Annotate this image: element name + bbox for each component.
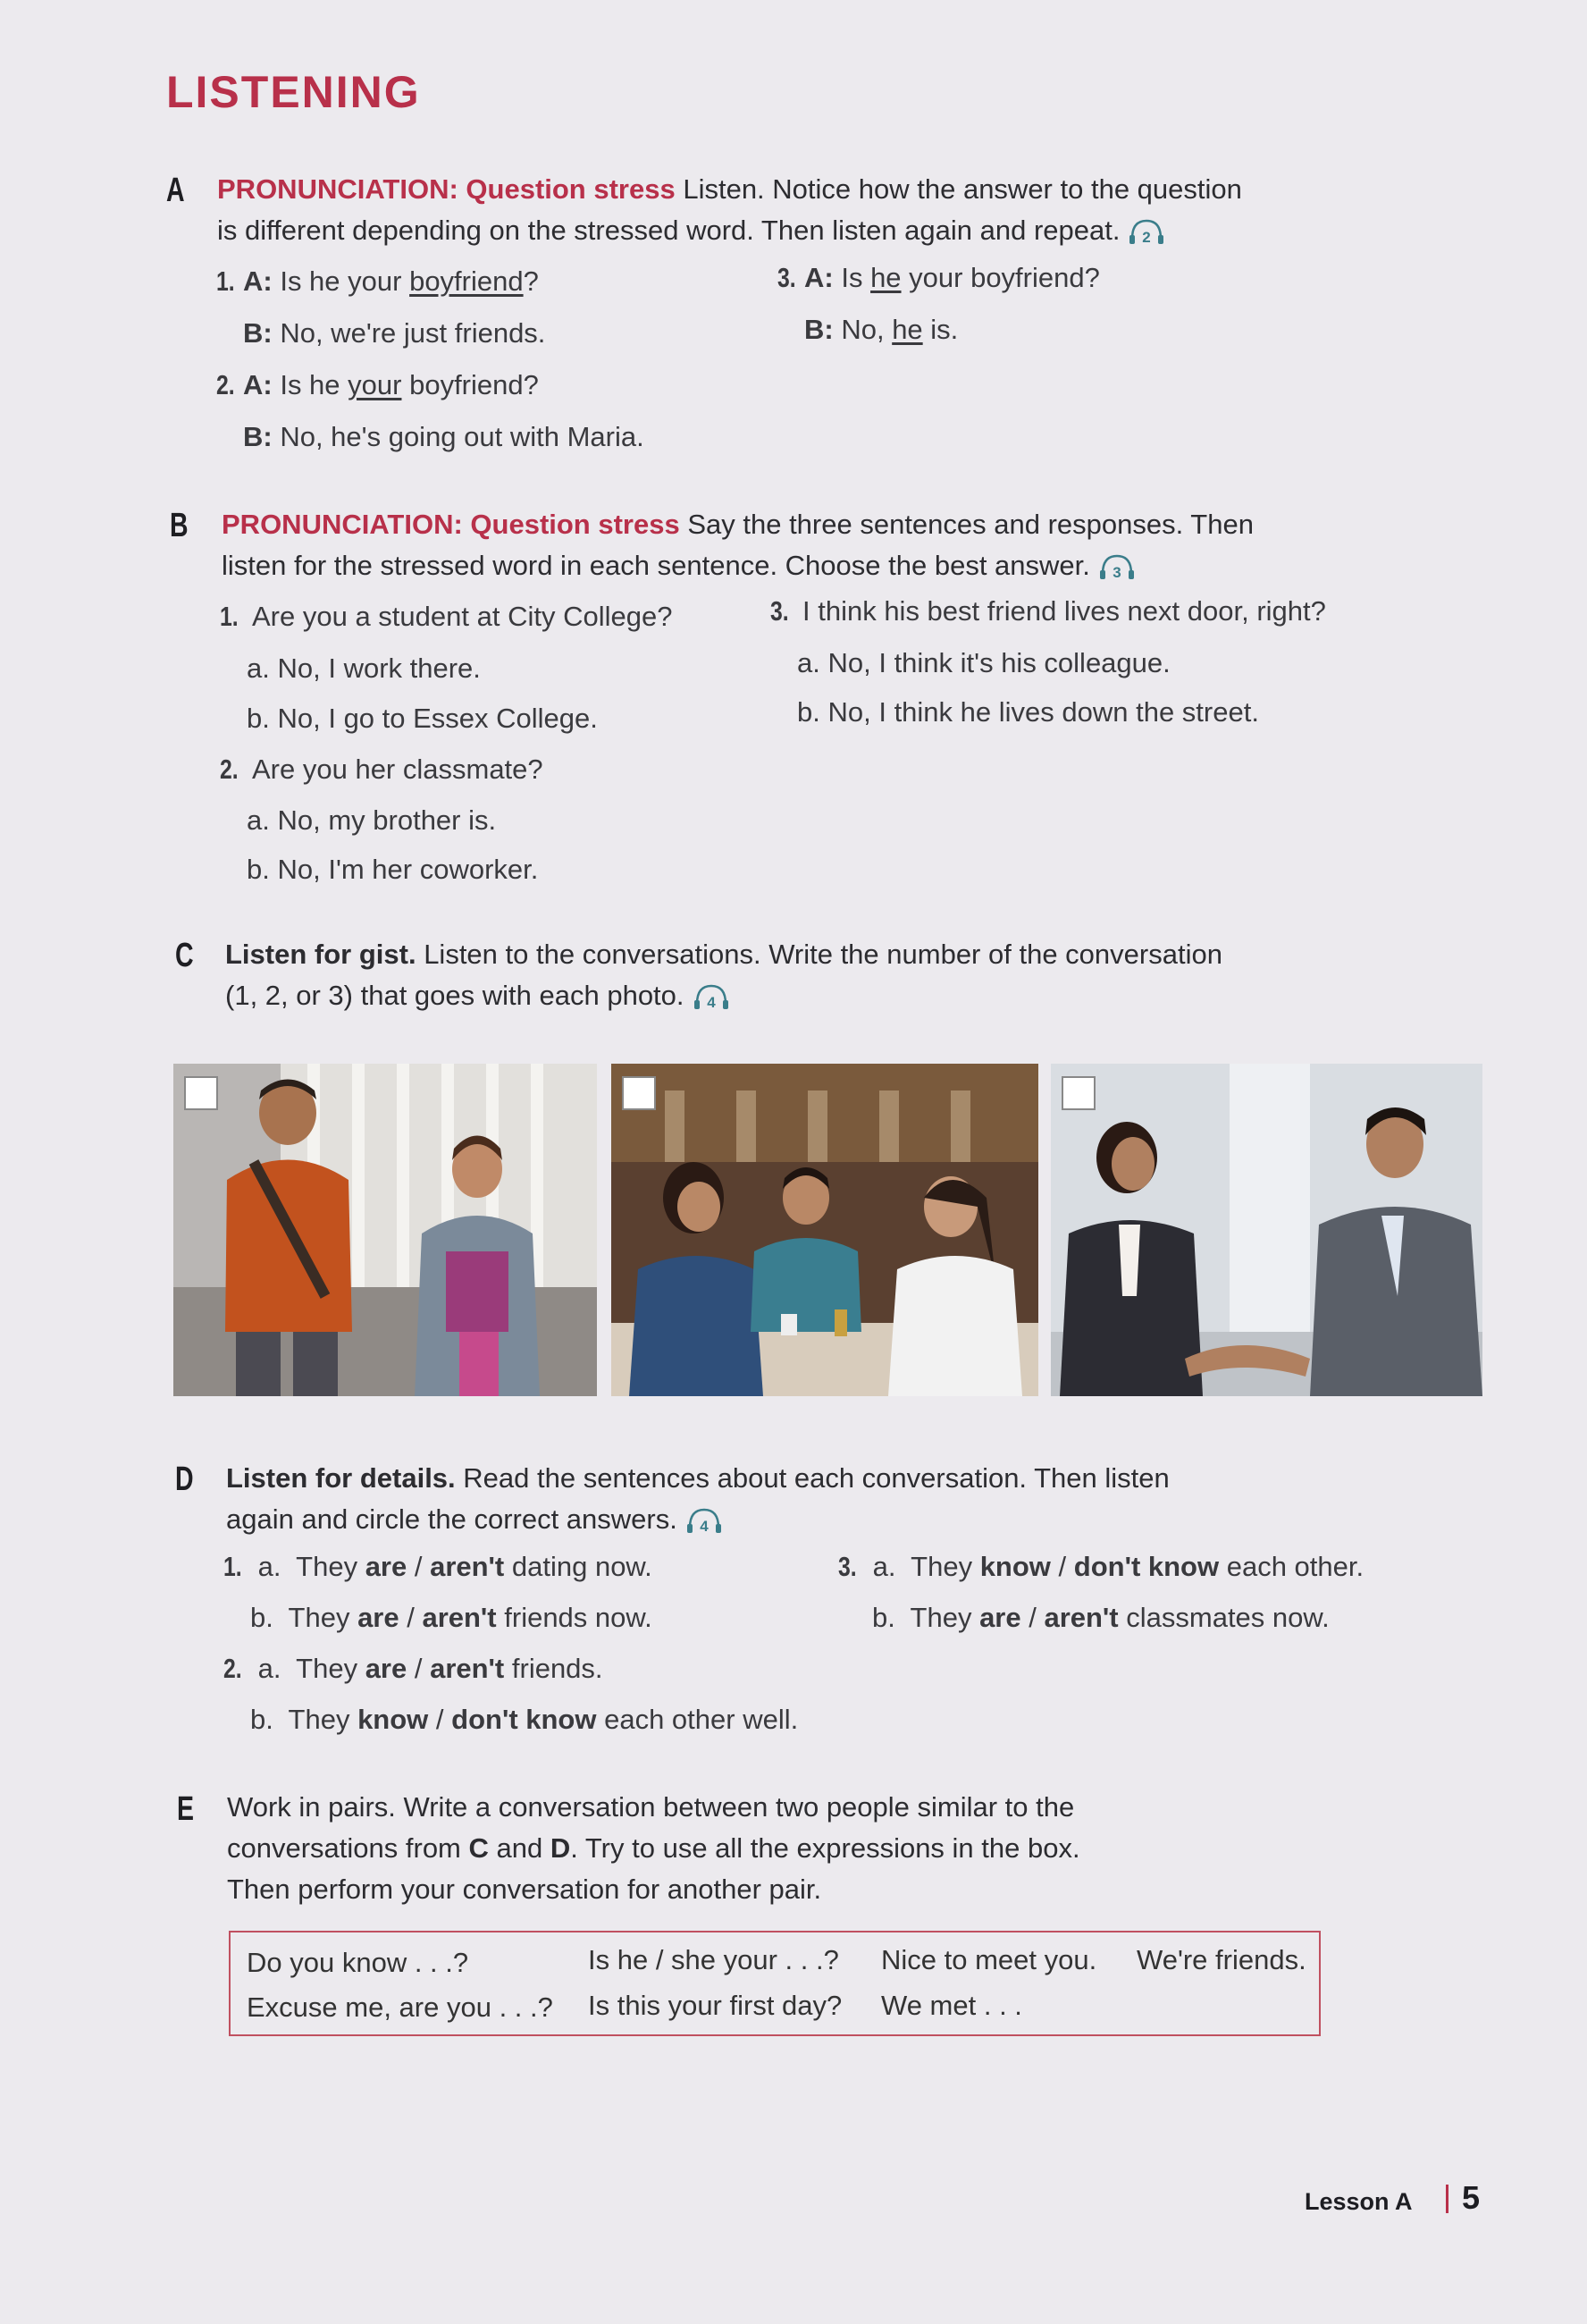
section-ref: C [468, 1832, 489, 1864]
circle-choice[interactable]: aren't [430, 1551, 505, 1582]
section-a-line2: is different depending on the stressed word. Then listen again and repeat. [217, 215, 1121, 246]
slash: / [407, 1551, 431, 1582]
circle-choice[interactable]: are [365, 1551, 407, 1582]
sentence-text: They [296, 1653, 365, 1684]
line-text: Is he [272, 369, 348, 400]
question-text: I think his best friend lives next door, right? [802, 595, 1326, 627]
section-c-heading: Listen for gist. [225, 939, 416, 970]
option-letter: a. [247, 804, 270, 836]
section-b-item-2-option-b[interactable] [247, 852, 538, 888]
circle-choice[interactable]: know [979, 1551, 1051, 1582]
option-letter: b. [250, 1704, 273, 1735]
stressed-word: your [348, 369, 402, 400]
sentence-text: They [288, 1704, 358, 1735]
answer-checkbox[interactable] [184, 1076, 218, 1110]
section-c-line2: (1, 2, or 3) that goes with each photo. [225, 980, 684, 1011]
section-e-line2: . Try to use all the expressions in the box. [570, 1832, 1080, 1864]
option-letter: b. [797, 696, 820, 728]
sentence-text: friends now. [496, 1602, 652, 1633]
item-number: 1. [223, 1551, 242, 1582]
section-d-instructions [226, 1458, 1170, 1540]
speaker-label: B: [804, 314, 834, 345]
section-a-letter: A [166, 172, 185, 209]
option-letter: b. [872, 1602, 895, 1633]
circle-choice[interactable]: are [979, 1602, 1021, 1633]
section-d-item-1-b [250, 1600, 652, 1636]
section-ref: D [550, 1832, 571, 1864]
section-d-item-3-a [838, 1549, 1364, 1585]
section-b-line2: listen for the stressed word in each sentence. Choose the best answer. [222, 550, 1090, 581]
audio-track-icon[interactable] [1127, 217, 1166, 248]
section-d-letter: D [175, 1461, 194, 1498]
page-title: LISTENING [166, 67, 421, 117]
audio-track-icon[interactable] [684, 1506, 724, 1537]
section-a-item-3-b [804, 312, 958, 348]
expression: We met . . . [881, 1990, 1022, 2021]
section-b-item-1-option-b[interactable] [247, 701, 598, 737]
expression: Do you know . . .? [247, 1947, 469, 1978]
sentence-text: friends. [504, 1653, 603, 1684]
item-number: 2. [216, 369, 235, 400]
expression: We're friends. [1137, 1944, 1306, 1975]
circle-choice[interactable]: aren't [422, 1602, 497, 1633]
option-letter: b. [247, 703, 270, 734]
section-c-line1: Listen to the conversations. Write the number of the conversation [416, 939, 1222, 970]
sentence-text: classmates now. [1118, 1602, 1330, 1633]
section-b-item-2-question [220, 752, 543, 787]
option-letter: a. [257, 1551, 281, 1582]
section-b-item-1-question [220, 599, 672, 635]
sentence-text: They [910, 1602, 980, 1633]
expression: Is this your first day? [588, 1990, 843, 2021]
item-number: 1. [220, 601, 239, 632]
section-d-line1: Read the sentences about each conversation. Then listen [455, 1462, 1170, 1494]
stressed-word: boyfriend [409, 265, 524, 297]
audio-track-number: 4 [700, 1517, 709, 1535]
answer-checkbox[interactable] [1062, 1076, 1096, 1110]
section-e-line2: and [488, 1832, 550, 1864]
stressed-word: he [870, 262, 902, 293]
sentence-text: each other. [1219, 1551, 1364, 1582]
section-a-item-2-b [243, 419, 644, 455]
circle-choice[interactable]: don't know [1073, 1551, 1220, 1582]
audio-track-icon[interactable] [692, 982, 731, 1013]
circle-choice[interactable]: don't know [451, 1704, 597, 1735]
photo-students-walking [173, 1064, 597, 1396]
section-e-line1: Work in pairs. Write a conversation between two people similar to the [227, 1791, 1075, 1823]
question-text: Are you a student at City College? [252, 601, 673, 632]
section-a-item-2-a [216, 367, 539, 403]
line-text: No, he's going out with Maria. [272, 421, 644, 452]
section-e-line2: conversations from [227, 1832, 469, 1864]
question-text: Are you her classmate? [252, 754, 543, 785]
line-text: No, [833, 314, 893, 345]
option-text: No, I work there. [277, 653, 481, 684]
option-letter: a. [797, 647, 820, 678]
speaker-label: A: [243, 369, 273, 400]
line-text: No, we're just friends. [272, 317, 546, 349]
option-letter: a. [872, 1551, 896, 1582]
speaker-label: B: [243, 421, 273, 452]
item-number: 3. [777, 262, 796, 293]
audio-track-number: 2 [1142, 228, 1152, 246]
section-b-item-1-option-a[interactable] [247, 651, 481, 686]
section-a-line1: Listen. Notice how the answer to the question [675, 173, 1242, 205]
section-e-instructions [227, 1787, 1080, 1910]
line-text: your boyfriend? [901, 262, 1100, 293]
circle-choice[interactable]: aren't [1044, 1602, 1119, 1633]
section-c-instructions [225, 934, 1222, 1016]
sentence-text: They [911, 1551, 980, 1582]
expression: Nice to meet you. [881, 1944, 1097, 1975]
item-number: 1. [216, 265, 235, 297]
line-text: is. [922, 314, 959, 345]
option-text: No, I go to Essex College. [277, 703, 598, 734]
slash: / [399, 1602, 423, 1633]
photo-friends-cafe [611, 1064, 1038, 1396]
section-c-letter: C [175, 937, 194, 974]
slash: / [1050, 1551, 1074, 1582]
circle-choice[interactable]: aren't [430, 1653, 505, 1684]
page-number: 5 [1462, 2179, 1481, 2216]
section-d-heading: Listen for details. [226, 1462, 456, 1494]
section-a-instructions [217, 169, 1242, 251]
line-text: ? [523, 265, 539, 297]
item-number: 3. [838, 1551, 857, 1582]
option-text: No, I'm her coworker. [277, 854, 539, 885]
section-d-item-2-a [223, 1651, 603, 1687]
expression: Excuse me, are you . . .? [247, 1991, 553, 2023]
option-letter: a. [247, 653, 270, 684]
section-e-letter: E [177, 1790, 195, 1828]
section-b-item-3-question [770, 594, 1326, 629]
option-letter: b. [250, 1602, 273, 1633]
section-a-item-3-a [777, 260, 1100, 296]
slash: / [407, 1653, 431, 1684]
sentence-text: They [296, 1551, 365, 1582]
audio-track-number: 3 [1113, 563, 1121, 581]
section-b-line1: Say the three sentences and responses. Then [679, 509, 1254, 540]
option-text: No, I think he lives down the street. [827, 696, 1259, 728]
section-e-line3: Then perform your conversation for another pair. [227, 1874, 822, 1905]
circle-choice[interactable]: are [357, 1602, 399, 1633]
section-b-item-3-option-a[interactable] [797, 645, 1171, 681]
item-number: 2. [220, 754, 239, 785]
section-a-item-1-b [243, 316, 545, 351]
speaker-label: B: [243, 317, 273, 349]
section-b-heading: PRONUNCIATION: Question stress [222, 509, 680, 540]
section-a-item-1-a [216, 264, 539, 299]
item-number: 3. [770, 595, 789, 627]
line-text: Is [833, 262, 871, 293]
line-text: boyfriend? [401, 369, 539, 400]
section-d-item-2-b [250, 1702, 798, 1738]
stressed-word: he [892, 314, 923, 345]
option-letter: a. [257, 1653, 281, 1684]
sentence-text: They [288, 1602, 358, 1633]
audio-track-icon[interactable] [1097, 552, 1137, 583]
photo-business-handshake [1051, 1064, 1482, 1396]
section-b-instructions [222, 504, 1254, 586]
option-text: No, I think it's his colleague. [827, 647, 1171, 678]
expression: Is he / she your . . .? [588, 1944, 839, 1975]
item-number: 2. [223, 1653, 242, 1684]
speaker-label: A: [243, 265, 273, 297]
slash: / [428, 1704, 452, 1735]
section-b-item-2-option-a[interactable] [247, 803, 496, 838]
speaker-label: A: [804, 262, 834, 293]
section-d-item-1-a [223, 1549, 652, 1585]
lesson-label: Lesson A [1305, 2188, 1413, 2215]
option-letter: b. [247, 854, 270, 885]
sentence-text: dating now. [504, 1551, 652, 1582]
section-a-heading: PRONUNCIATION: Question stress [217, 173, 676, 205]
answer-checkbox[interactable] [622, 1076, 656, 1110]
circle-choice[interactable]: know [357, 1704, 429, 1735]
slash: / [1020, 1602, 1045, 1633]
option-text: No, my brother is. [277, 804, 497, 836]
audio-track-number: 4 [706, 993, 716, 1011]
footer-divider [1446, 2185, 1448, 2213]
line-text: Is he your [272, 265, 410, 297]
circle-choice[interactable]: are [365, 1653, 407, 1684]
section-d-item-3-b [872, 1600, 1330, 1636]
section-d-line2: again and circle the correct answers. [226, 1503, 677, 1535]
section-b-item-3-option-b[interactable] [797, 695, 1259, 730]
section-b-letter: B [170, 507, 189, 544]
sentence-text: each other well. [596, 1704, 799, 1735]
